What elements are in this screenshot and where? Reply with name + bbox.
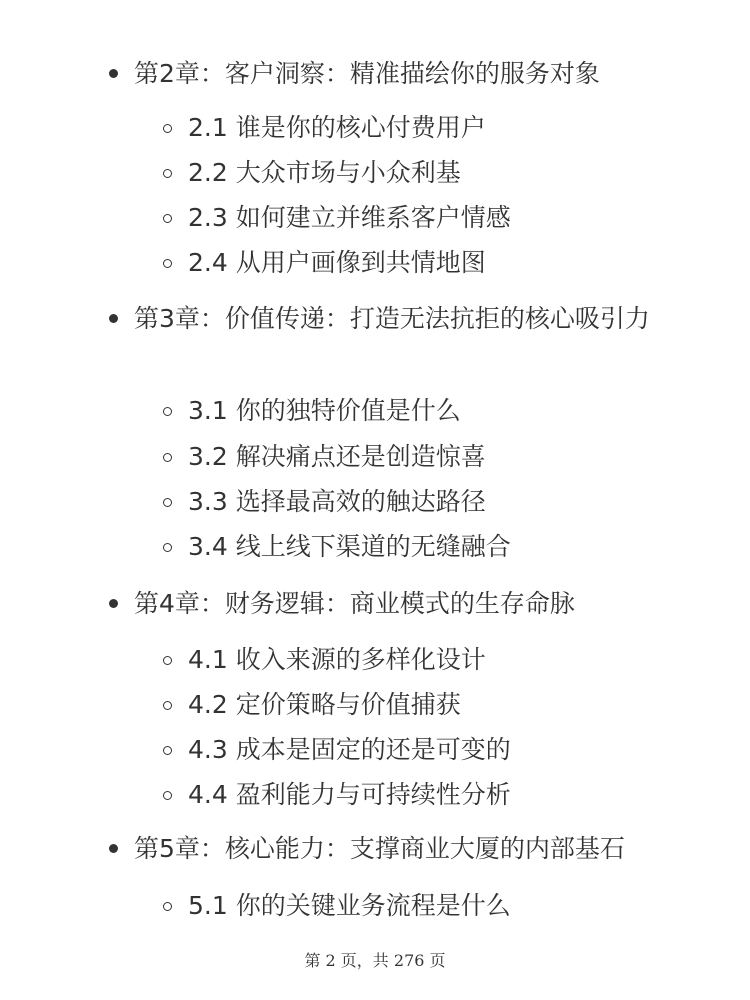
section-bullet bbox=[163, 498, 172, 507]
section-title: 3.4 线上线下渠道的无缝融合 bbox=[188, 532, 511, 561]
section-bullet bbox=[163, 214, 172, 223]
section-bullet bbox=[163, 701, 172, 710]
section-bullet bbox=[163, 124, 172, 133]
section-bullet bbox=[163, 656, 172, 665]
section-title: 3.3 选择最高效的触达路径 bbox=[188, 487, 486, 516]
section-title: 5.1 你的关键业务流程是什么 bbox=[188, 891, 511, 920]
section-title: 2.2 大众市场与小众利基 bbox=[188, 158, 461, 187]
chapter-bullet bbox=[109, 69, 118, 78]
section-bullet bbox=[163, 259, 172, 268]
section-bullet bbox=[163, 453, 172, 462]
section-title: 2.3 如何建立并维系客户情感 bbox=[188, 203, 511, 232]
section-title: 2.1 谁是你的核心付费用户 bbox=[188, 113, 486, 142]
section-title: 4.1 收入来源的多样化设计 bbox=[188, 645, 486, 674]
section-title: 4.3 成本是固定的还是可变的 bbox=[188, 735, 511, 764]
section-title: 3.2 解决痛点还是创造惊喜 bbox=[188, 442, 486, 471]
section-bullet bbox=[163, 902, 172, 911]
chapter-title: 第3章：价值传递：打造无法抗拒的核心吸引力 bbox=[134, 304, 650, 333]
section-bullet bbox=[163, 407, 172, 416]
chapter-title: 第2章：客户洞察：精准描绘你的服务对象 bbox=[134, 59, 600, 88]
section-title: 4.2 定价策略与价值捕获 bbox=[188, 690, 461, 719]
section-bullet bbox=[163, 543, 172, 552]
chapter-title: 第4章：财务逻辑：商业模式的生存命脉 bbox=[134, 589, 575, 618]
section-bullet bbox=[163, 169, 172, 178]
chapter-title: 第5章：核心能力：支撑商业大厦的内部基石 bbox=[134, 834, 625, 863]
section-title: 4.4 盈利能力与可持续性分析 bbox=[188, 780, 511, 809]
section-title: 2.4 从用户画像到共情地图 bbox=[188, 248, 486, 277]
section-bullet bbox=[163, 746, 172, 755]
page-footer: 第 2 页，共 276 页 bbox=[304, 951, 446, 970]
section-bullet bbox=[163, 791, 172, 800]
chapter-bullet bbox=[109, 844, 118, 853]
section-title: 3.1 你的独特价值是什么 bbox=[188, 396, 461, 425]
chapter-bullet bbox=[109, 599, 118, 608]
chapter-bullet bbox=[109, 314, 118, 323]
